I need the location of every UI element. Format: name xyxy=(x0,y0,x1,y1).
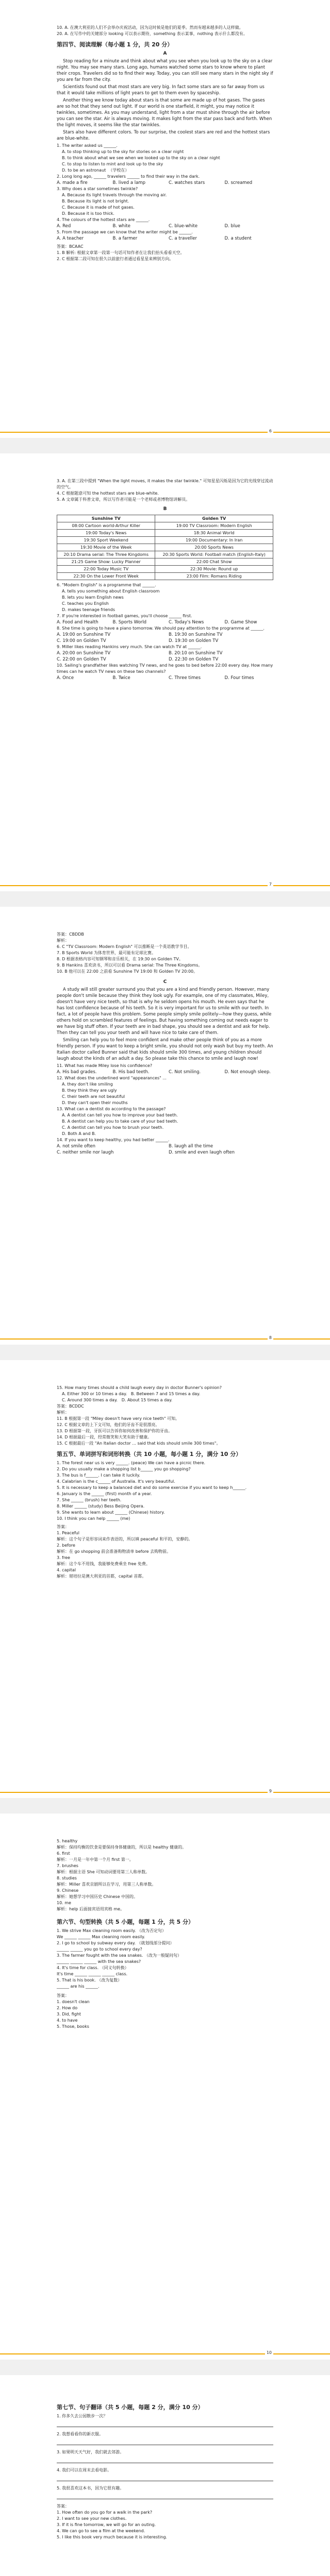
option: D. Game Show xyxy=(224,620,257,625)
question-text: 1. The writer asked us ______. xyxy=(57,143,118,148)
table-cell: 18:30 Animal World xyxy=(155,530,273,537)
question-text: 12. What does the underlined word "appearances" ... xyxy=(57,1076,167,1080)
question xyxy=(57,1137,273,1156)
transform-item: ______ ______ you go to school every day? xyxy=(57,1947,142,1952)
paragraph: Stop reading for a minute and think about what you see when you look up to the sky on a clear night. You may see many stars. Long ago, humans watched some stars to know where to plant their crops. Travelers did so to find their way. Today, you can still see many stars in the night sky if you are far from the city. xyxy=(57,59,273,82)
answers-label: 答案：CBDDB xyxy=(57,932,84,937)
answer-line: 4. capital xyxy=(57,1568,76,1572)
page-gap xyxy=(0,438,330,453)
option: B. A dentist can help you to take care of your bad teeth. xyxy=(62,1119,178,1124)
question-text: 5. From the passage we can know that the writer might be ______. xyxy=(57,230,193,234)
answer-line: 解析： xyxy=(57,1410,69,1415)
option: C. watches stars xyxy=(169,180,205,185)
page-footer xyxy=(0,1789,330,1796)
text-line: 4. C 根据题意可知 the hottest stars are blue-white. xyxy=(57,491,159,496)
question xyxy=(57,174,273,186)
paragraph: A study will still greater surround you that you are a kind and friendly person. However, many people don't smile because they think they look ugly. For example, one of my classmates, Miley, doesn't have very nice teeth, so that is why he seldom opens his mouth. He even says that he has lost confidence because of his teeth. So it is very important for us to smile with our teeth. In fact, a lot of people have this problem. Some people simply smile politely—how they guess, while others hold on scrambled features of feelings. But having something coming out needs eager to we have big stuff often. If your teeth are in bad shape, you should see a dentist and ask for help. Then they can tell you your teeth and will have nice to take care of them. xyxy=(57,987,272,1036)
question xyxy=(57,186,273,217)
answer-line: 2. How do xyxy=(57,2006,78,2010)
question xyxy=(57,613,273,625)
transform-item: ______ are his ______. xyxy=(57,1984,100,1989)
answer-line: 10. me xyxy=(57,1901,71,1905)
fill-item: 2. Do you usually make a shopping list b______ you go shopping? xyxy=(57,1467,191,1471)
option: C. teaches you English xyxy=(62,601,109,606)
page-number: 9 xyxy=(268,1789,273,1793)
answer-line: 答案： xyxy=(57,1993,69,1998)
question-text: 8. She time is going to have a piano tomorrow. We should pay attention to the programme at ______. xyxy=(57,626,265,631)
option: C. 19:00 on Golden TV xyxy=(57,638,106,643)
fill-item: 3. The bus is f______. I can take it luckily. xyxy=(57,1473,140,1478)
text-line: 10. A. 在澳大利亚的人们不会举办庆祝活动，因为这时候是他们的夏季。然而有越来越多的人这样做。 xyxy=(57,25,243,30)
fill-item: 9. She wants to learn about ______ (Chinese) history. xyxy=(57,1510,165,1515)
table-row xyxy=(57,558,273,566)
question xyxy=(57,625,273,644)
option: C. 22:00 on Golden TV xyxy=(57,657,106,662)
question xyxy=(57,1106,273,1137)
option: A. tells you something about English classroom xyxy=(62,589,160,594)
paragraph: Smiling can help you to feel more confident and make other people think of you as a more friendly person. If you want to keep a bright smile, you should not only wash but buy my teeth. An Italian doctor called Bunner said that kids should smile 300 times, and young children should laugh about the kinds of an adult a day. So please take this chance to smile and laugh now! xyxy=(57,1038,273,1061)
option: A. they don't like smiling xyxy=(62,1082,113,1087)
answer-line: 解析：她想学习中国历史 Chinese 中国的。 xyxy=(57,1894,138,1899)
answer-line: 3. Did, fight xyxy=(57,2012,81,2016)
option: D. Not enough sleep. xyxy=(224,1070,271,1075)
page-number: 10 xyxy=(265,2350,273,2355)
page-footer xyxy=(0,882,330,889)
option: C. neither smile nor laugh xyxy=(57,1150,114,1155)
table-cell: 22:00 Chat Show xyxy=(155,558,273,566)
option: A. Because its light travels through the moving air. xyxy=(62,193,167,197)
answer-blank xyxy=(57,2475,273,2481)
answer-line: 1. Peaceful xyxy=(57,1531,79,1535)
answer-line: 12. C 根据文章的上下文可知，他们的牙齿不是很漂亮。 xyxy=(57,1422,160,1427)
answer-line: 2. C 根据第二段可知在很久以前旅行者通过看星星来辨别方向。 xyxy=(57,257,174,261)
transform-item: We ______ ______ Max cleaning room easily. xyxy=(57,1935,145,1939)
footer-bar xyxy=(0,885,330,886)
answer-line: 8. studies xyxy=(57,1876,77,1880)
option: C. blue-white xyxy=(169,224,198,229)
option: B. Sports World xyxy=(112,620,147,625)
table-cell: 19:30 Movie of the Week xyxy=(57,544,155,551)
option: A. to stop thinking up to the sky for stories on a clear night xyxy=(62,149,184,154)
question-text: 13. What can a dentist do according to the passage? xyxy=(57,1107,166,1111)
answer-line: 解析：保持均衡的饮食是要保持身体健康的，所以是 healthy 健康的。 xyxy=(57,1845,187,1850)
answers-label: 答案：BCAAC xyxy=(57,244,84,249)
option: D. 19:30 on Golden TV xyxy=(169,638,219,643)
passage-label: C xyxy=(163,979,167,985)
document-page-7 xyxy=(0,453,330,891)
page-gap xyxy=(0,1345,330,1360)
option: B. 19:30 on Sunshine TV xyxy=(169,632,223,637)
table-cell: 20:00 Sports News xyxy=(155,544,273,551)
option: C. a traveller xyxy=(169,236,197,241)
text-line: 3. A. 在第三段中提到 "When the light moves, it makes the star twinkle." 可知星星闪烁是因为它的光线穿过流动的空气。 xyxy=(57,479,273,489)
translation-item: 4. 我们可以在周末去看电影。 xyxy=(57,2468,112,2472)
answer-line: 解析： xyxy=(57,938,69,943)
translation-item: 1. 你多久去公园散步一次？ xyxy=(57,2414,108,2418)
answer-line: 11. B 根据第一段 "Miley doesn't have very nice teeth" 可知。 xyxy=(57,1416,180,1421)
transform-item: 5. That is his book. （改为复数） xyxy=(57,1978,122,1982)
transform-item: 2. I go to school by subway every day. （就划线部分提问） xyxy=(57,1941,174,1945)
answer-line: 3. If it is fine tomorrow, we will go for an outing. xyxy=(57,2522,156,2527)
option: C. Because it is made of hot gases. xyxy=(62,205,135,210)
question-text: 4. The colours of the hottest stars are ______. xyxy=(57,217,150,222)
paragraph: Another thing we know today about stars is that some are made up of hot gases. The gases are so hot that they send out light. If our world is one starfield, it might, you may notice it twinkles, sometimes. As you may understand, light from a star must shine through the air before you can see the star. Air is always moving. It makes light from the star pass back and forth. When the light moves, it seems like the star twinkles. xyxy=(57,98,272,128)
option: A. Either 300 or 10 times a day. B. Between 7 and 15 times a day. xyxy=(62,1392,201,1396)
page-number: 8 xyxy=(268,1335,273,1340)
document-page-6 xyxy=(0,0,330,438)
answer-line: 解析：这个句子是形容词来作表语的，所以填 peaceful 和平的，安静的。 xyxy=(57,1537,193,1541)
option: B. white xyxy=(112,224,130,229)
answer-line: 8. D 根据表格内容可知钢琴和音乐相关，在 19:30 on Golden TV。 xyxy=(57,957,183,961)
tv-schedule-table xyxy=(57,515,273,580)
passage-label: B xyxy=(163,506,167,512)
table-cell: 21:25 Game Show: Lucky Planner xyxy=(57,558,155,566)
passage-label: A xyxy=(163,51,167,56)
table-row xyxy=(57,537,273,544)
answer-line: 答案： xyxy=(57,2504,69,2509)
option: B. 20:10 on Sunshine TV xyxy=(169,651,223,656)
answer-line: 13. D 根据第一段，牙医可以告诉你如何改善和保护你的牙齿。 xyxy=(57,1429,172,1433)
table-cell: 19:00 Documentary: In Iran xyxy=(155,537,273,544)
table-cell: 22:30 On the Lower Front Week xyxy=(57,573,155,580)
option: A. Once xyxy=(57,675,74,681)
option: B. lived a lamp xyxy=(112,180,145,185)
option: D. a student xyxy=(224,236,252,241)
option: B. Twice xyxy=(112,675,130,681)
answer-line: 解析：Miller 喜欢京剧所以在学习，用第三人称单数。 xyxy=(57,1882,156,1887)
answer-line: 解析：堪培拉是澳大利亚的首都，capital 首都。 xyxy=(57,1574,146,1579)
question-text: 7. If you're interested in football games, you'll choose ______ first. xyxy=(57,614,192,618)
answer-line: 解析：help 后面接宾语用宾格 me。 xyxy=(57,1907,125,1911)
question xyxy=(57,1063,273,1075)
option: A. 19:00 on Sunshine TV xyxy=(57,632,111,637)
answer-line: 10. B 他可以在 22:00 之前看 Sunshine TV 19:00 和 Golden TV 20:00。 xyxy=(57,969,198,974)
translation-item: 5. 我很喜欢这本书，因为它很有趣。 xyxy=(57,2486,124,2490)
fill-item: 5. It is necessary to keep a balanced diet and do some exercise if you want to keep h______. xyxy=(57,1485,247,1490)
table-row xyxy=(57,573,273,580)
fill-item: 10. I think you can help ______ (me) xyxy=(57,1516,130,1521)
footer-bar xyxy=(0,2353,330,2354)
option: D. to be an astronaut （学校在） xyxy=(62,168,129,173)
question xyxy=(57,582,273,613)
question xyxy=(57,644,273,663)
text-line: 20. A. 在写作中的关键部分 looking 可以表示期待，something 表示某事，nothing 表示什么都没有。 xyxy=(57,31,248,36)
option: C. Three times xyxy=(169,675,201,681)
answer-line: 5. Those, books xyxy=(57,2024,89,2029)
option: B. His bad teeth. xyxy=(112,1070,150,1075)
fill-item: 8. Miller ______ (study) Bess Beijing Opera. xyxy=(57,1504,145,1509)
option: D. Because it is too thick. xyxy=(62,211,114,216)
option: A. not smile often xyxy=(57,1144,96,1149)
page-number: 6 xyxy=(268,429,273,433)
question-text: 11. What has made Miley lose his confidence? xyxy=(57,1063,153,1068)
answer-line: 5. I like this book very much because it is interesting. xyxy=(57,2535,168,2539)
answer-line: 6. C "TV Classroom: Modern English" 可以推断是一个英语教学节目。 xyxy=(57,944,192,949)
answer-line: 4. to have xyxy=(57,2018,78,2023)
fill-item: 1. The forest near us is very ______. (peace) We can have a picnic there. xyxy=(57,1461,206,1465)
option: A. Red xyxy=(57,224,71,229)
text-line: 5. A 文章属于科普文章，所以写作者可能是一个老师或者博物馆讲解员。 xyxy=(57,497,190,502)
fill-item: 6. January is the ______ (first) month of a year. xyxy=(57,1492,152,1496)
table-cell: 22:00 Today Music TV xyxy=(57,566,155,573)
answer-line: 7. B Sports World 为体育世界，最可能有足球比赛。 xyxy=(57,951,156,955)
document-page-8 xyxy=(0,907,330,1345)
option: A. A teacher xyxy=(57,236,84,241)
question-text: 14. If you want to keep healthy, you had better ______. xyxy=(57,1138,170,1142)
option: C. to stop to listen to mint and look up to the sky xyxy=(62,162,163,166)
answer-line: 解析：这个车不用钱，我能够免费乘坐 free 免费。 xyxy=(57,1562,150,1566)
answer-line: 5. healthy xyxy=(57,1839,78,1843)
option: A. Food and Health xyxy=(57,620,98,625)
question xyxy=(57,229,273,242)
answers-label: 答案：BCDDC xyxy=(57,1404,84,1409)
answer-blank xyxy=(57,2438,273,2445)
table-cell: 20:10 Drama serial: The Three Kingdoms xyxy=(57,551,155,558)
page-footer xyxy=(0,429,330,436)
option: B. Because its light is not bright. xyxy=(62,199,129,204)
option: D. 22:30 on Golden TV xyxy=(169,657,219,662)
question xyxy=(57,1075,273,1106)
question xyxy=(57,217,273,229)
option: C. Not smiling. xyxy=(169,1070,201,1075)
answer-line: 解析：一月是一年中第一个月 first 第一。 xyxy=(57,1857,134,1862)
option: D. screamed xyxy=(224,180,253,185)
answer-line: 4. We can go to see a film at the weekend. xyxy=(57,2529,145,2533)
option: D. blue xyxy=(224,224,240,229)
transform-item: 3. The farmer fought with the sea snakes. （改为一般疑问句） xyxy=(57,1953,182,1958)
translation-item: 2. 我想看看你的新衣服。 xyxy=(57,2432,104,2436)
document-page-9 xyxy=(0,1360,330,1798)
table-cell: 19:00 Today's News xyxy=(57,530,155,537)
option: D. Four times xyxy=(224,675,254,681)
footer-bar xyxy=(0,1338,330,1340)
page-gap xyxy=(0,891,330,907)
table-cell: 22:30 Movie: Round up xyxy=(155,566,273,573)
section-title: 第五节、单词拼写和词形转换（共 10 小题，每小题 1 分，满分 10 分） xyxy=(57,1451,242,1458)
answer-line: 7. brushes xyxy=(57,1863,78,1868)
table-cell: 23:00 Film: Romans Riding xyxy=(155,573,273,580)
footer-bar xyxy=(0,432,330,433)
answer-line: 解析：根据主语 She 可知动词要用第三人称单数。 xyxy=(57,1870,150,1874)
table-header: Sunshine TV xyxy=(57,515,155,522)
option: C. their teeth are not beautiful xyxy=(62,1094,125,1099)
answer-line: 解析：在 go shopping 前会准备购物清单 before 去购物前。 xyxy=(57,1549,171,1554)
answer-line: 答案： xyxy=(57,1524,69,1529)
document-page-11 xyxy=(0,2375,330,2576)
question-text: 10. Sailing's grandfather likes watching TV news, and he goes to bed before 22:00 every day. How many times can he watch TV news on these two channels? xyxy=(57,663,274,674)
option: D. smile and even laugh often xyxy=(169,1150,235,1155)
option: A. A dentist can tell you how to improve your bad teeth. xyxy=(62,1113,178,1117)
table-row xyxy=(57,530,273,537)
section-title: 第四节、阅读理解（每小题 1 分，共 20 分） xyxy=(57,41,173,48)
option: B. a farmer xyxy=(112,236,138,241)
transform-item: ______ ______ ______ with the sea snakes? xyxy=(57,1959,141,1964)
answer-line: 9. B Hankins 喜欢读书，所以可以看 Drama serial: The Three Kingdoms。 xyxy=(57,963,203,968)
option: A. made a fire xyxy=(57,180,88,185)
document-page-10 xyxy=(0,1814,330,2360)
option: A. His bad grades. xyxy=(57,1070,97,1075)
answer-line: 2. I want to see your new clothes. xyxy=(57,2516,127,2521)
answer-line: 1. B 解析: 根据文章第一段第一句话可知作者在让我们抬头看看天空。 xyxy=(57,250,185,255)
page-gap xyxy=(0,1798,330,1814)
answer-line: 9. Chinese xyxy=(57,1888,79,1893)
transform-item: It's time ______ ______ ______ class. xyxy=(57,1972,128,1976)
answer-blank xyxy=(57,2420,273,2427)
answer-line: 2. before xyxy=(57,1543,75,1548)
answer-blank xyxy=(57,2493,273,2499)
answer-line: 1. doesn't clean xyxy=(57,1999,90,2004)
table-row xyxy=(57,544,273,551)
table-header: Golden TV xyxy=(155,515,273,522)
fill-item: 7. She ______ (brush) her teeth. xyxy=(57,1498,122,1502)
option: C. Around 300 times a day. D. About 15 times a day. xyxy=(62,1398,173,1402)
transform-item: 1. We strive Max cleaning room easily. （改为否定句） xyxy=(57,1928,166,1933)
paragraph: Stars also have different colors. To our surprise, the coolest stars are red and the hottest stars are blue-white. xyxy=(57,130,270,141)
answer-line: 1. How often do you go for a walk in the park? xyxy=(57,2510,153,2515)
question-text: 3. Why does a star sometimes twinkle? xyxy=(57,187,138,191)
table-row xyxy=(57,551,273,558)
option: D. makes teenage friends xyxy=(62,607,115,612)
section-title: 第六节、句型转换（共 5 小题，每题 1 分，共 5 分） xyxy=(57,1919,194,1925)
option: C. Today's News xyxy=(169,620,204,625)
option: C. A dentist can tell you how to brush your teeth. xyxy=(62,1125,164,1130)
answer-line: 14. D 根据最后一段，经常微笑和大笑有助于健康。 xyxy=(57,1435,152,1439)
page-gap xyxy=(0,2360,330,2375)
question-text: 6. "Modern English" is a programme that ______. xyxy=(57,583,156,587)
table-cell: 19:30 Sport Weekend xyxy=(57,537,155,544)
question xyxy=(57,143,273,174)
table-cell: 19:00 TV Classroom: Modern English xyxy=(155,522,273,530)
option: B. to think about what we see when we looked up to the sky on a clear night xyxy=(62,156,220,160)
text-line: 15. How many times should a child laugh every day in doctor Bunner's opinion? xyxy=(57,1385,222,1390)
answer-blank xyxy=(57,2456,273,2463)
page-footer xyxy=(0,1335,330,1343)
answer-line: 15. C 根据最后一段 "An Italian doctor ... said that kids should smile 300 times"。 xyxy=(57,1441,221,1446)
option: B. laugh all the time xyxy=(169,1144,213,1149)
page-number: 7 xyxy=(268,882,273,887)
section-title: 第七节、句子翻译（共 5 小题，每题 2 分，满分 10 分） xyxy=(57,2404,204,2411)
answer-line: 6. first xyxy=(57,1851,70,1856)
answer-line: 3. free xyxy=(57,1555,70,1560)
page-footer xyxy=(0,2350,330,2358)
table-cell: 08:00 Cartoon world-Arthur Killer xyxy=(57,522,155,530)
fill-item: 4. Calabrian is the c______ of Australia. It's very beautiful. xyxy=(57,1479,175,1484)
translation-item: 3. 如果明天天气好，我们就去郊游。 xyxy=(57,2450,124,2454)
option: A. 20:00 on Sunshine TV xyxy=(57,651,111,656)
question-text: 9. Miller likes reading Hankins very much. She can watch TV at ______. xyxy=(57,645,202,649)
option: D. Both A and B. xyxy=(62,1131,96,1136)
table-row xyxy=(57,522,273,530)
question-text: 2. Long long ago, ______ travelers ______ to find their way in the dark. xyxy=(57,174,200,179)
question xyxy=(57,663,273,681)
option: B. lets you learn English news xyxy=(62,595,124,600)
option: B. they think they are ugly xyxy=(62,1088,117,1093)
option: D. they can't open their mouths xyxy=(62,1100,128,1105)
transform-item: 4. It's time for class. （同义句转换） xyxy=(57,1965,129,1970)
footer-bar xyxy=(0,1792,330,1793)
table-cell: 20:30 Sports World: Football match (English-Italy) xyxy=(155,551,273,558)
table-row xyxy=(57,566,273,573)
paragraph: Scientists found out that most stars are very big. In fact some stars are so far away from us that it would take millions of light years to get to them even by spaceship. xyxy=(57,84,265,96)
